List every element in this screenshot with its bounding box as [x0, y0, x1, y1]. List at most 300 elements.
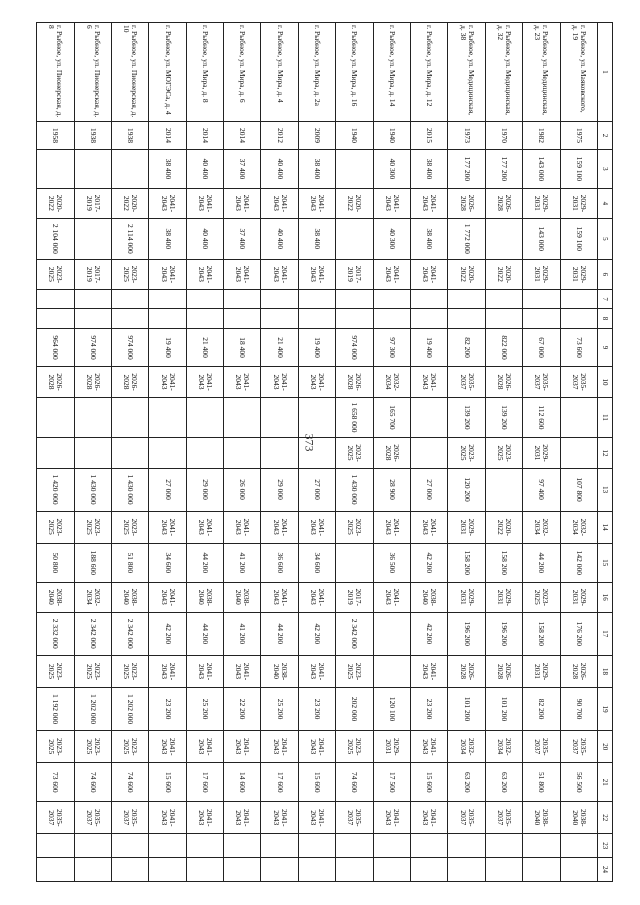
table-cell: 2029-2031	[560, 582, 597, 612]
table-cell	[298, 289, 335, 308]
table-cell: 2029-2031	[523, 259, 560, 289]
table-cell: 2 342 000	[74, 612, 111, 655]
table-cell: 2029-2031	[373, 731, 410, 763]
table-cell: 28 900	[373, 468, 410, 511]
table-cell: 2041-2043	[149, 582, 186, 612]
table-cell: 2041-2043	[411, 802, 448, 834]
table-cell	[186, 309, 223, 328]
table-cell: 2041-2043	[298, 259, 335, 289]
table-cell: 2 342 000	[336, 612, 373, 655]
table-cell	[224, 834, 261, 858]
table-cell: 2023-2025	[111, 259, 148, 289]
column-header: 8	[598, 309, 613, 328]
table-cell: 1938	[111, 122, 148, 150]
table-cell	[298, 438, 335, 468]
table-cell	[261, 834, 298, 858]
table-cell: 2038-2040	[560, 802, 597, 834]
column-header: 1	[598, 23, 613, 122]
table-cell: 73 600	[37, 763, 75, 802]
table-row	[560, 23, 597, 882]
table-cell: 2023-2025	[336, 438, 373, 468]
table-cell: 40 400	[261, 150, 298, 189]
table-cell	[186, 289, 223, 308]
table-cell: 2029-2031	[523, 188, 560, 218]
table-cell: 19 400	[411, 328, 448, 367]
address-cell: г. Рыбное, ул. Мира, д. 14	[373, 23, 410, 122]
table-cell: 2041-2043	[298, 731, 335, 763]
table-cell: 40 300	[373, 218, 410, 259]
column-header: 18	[598, 655, 613, 687]
table-cell: 2023-2025	[111, 511, 148, 543]
table-cell: 2017-2019	[74, 188, 111, 218]
address-cell: г. Рыбное, ул. Мира, д. 6	[224, 23, 261, 122]
table-cell: 2041-2043	[261, 802, 298, 834]
table-row	[37, 23, 75, 882]
table-cell: 27 000	[411, 468, 448, 511]
table-cell: 42 200	[298, 612, 335, 655]
table-cell	[37, 438, 75, 468]
table-cell: 2 342 000	[111, 612, 148, 655]
table-cell: 2029-2031	[560, 259, 597, 289]
column-header: 5	[598, 218, 613, 259]
table-cell	[485, 218, 522, 259]
table-cell: 101 200	[448, 688, 485, 731]
table-cell	[149, 309, 186, 328]
table-cell: 2041-2043	[149, 367, 186, 397]
address-cell: г. Рыбное, ул. Мира, д. 2а	[298, 23, 335, 122]
table-row	[298, 23, 335, 882]
table-cell: 2035-2037	[448, 802, 485, 834]
table-cell: 2026-2028	[485, 367, 522, 397]
table-cell: 2029-2031	[448, 511, 485, 543]
table-cell: 2023-2025	[37, 731, 75, 763]
table-cell: 29 000	[261, 468, 298, 511]
table-cell: 41 200	[224, 543, 261, 582]
table-cell: 964 000	[37, 328, 75, 367]
column-header: 13	[598, 468, 613, 511]
table-cell: 188 600	[74, 543, 111, 582]
table-cell	[111, 150, 148, 189]
table-cell	[373, 612, 410, 655]
table-cell: 2041-2043	[411, 188, 448, 218]
table-cell: 1958	[37, 122, 75, 150]
table-cell: 177 200	[448, 150, 485, 189]
table-cell: 1 430 000	[74, 468, 111, 511]
table-cell	[261, 858, 298, 882]
table-cell: 2038-2040	[224, 582, 261, 612]
table-cell: 2017-2019	[336, 259, 373, 289]
table-cell: 2023-2025	[111, 731, 148, 763]
table-cell	[411, 289, 448, 308]
table-cell	[37, 397, 75, 438]
table-cell: 1940	[373, 122, 410, 150]
table-cell	[336, 858, 373, 882]
table-cell: 2023-2025	[485, 438, 522, 468]
table-cell: 2041-2043	[298, 188, 335, 218]
table-cell: 2029-2031	[523, 655, 560, 687]
address-cell: г. Рыбное, ул. Мира, д. 8	[186, 23, 223, 122]
table-cell: 2026-2028	[373, 438, 410, 468]
table-cell: 1 192 000	[37, 688, 75, 731]
table-cell: 2032-2034	[485, 731, 522, 763]
table-cell: 2041-2043	[224, 655, 261, 687]
table-cell: 176 200	[560, 612, 597, 655]
table-cell	[448, 834, 485, 858]
table-cell: 2023-2025	[448, 438, 485, 468]
table-cell: 50 800	[37, 543, 75, 582]
table-cell: 74 600	[111, 763, 148, 802]
table-row	[186, 23, 223, 882]
address-cell: г. Рыбное, ул. Мира, д. 4	[261, 23, 298, 122]
table-cell: 2041-2043	[186, 188, 223, 218]
table-cell: 2023-2025	[74, 511, 111, 543]
table-cell: 1 658 000	[336, 397, 373, 438]
column-header: 24	[598, 858, 613, 882]
table-cell	[74, 309, 111, 328]
table-cell: 21 400	[261, 328, 298, 367]
table-cell: 2041-2043	[186, 655, 223, 687]
table-cell: 74 600	[336, 763, 373, 802]
data-table	[36, 22, 613, 882]
table-cell: 2041-2043	[224, 259, 261, 289]
table-cell	[224, 309, 261, 328]
address-cell: г. Рыбное, ул. Медицинская, д. 38	[448, 23, 485, 122]
table-cell: 2023-2025	[37, 655, 75, 687]
table-cell: 38 400	[411, 218, 448, 259]
column-header: 3	[598, 150, 613, 189]
table-cell: 2041-2043	[149, 802, 186, 834]
table-cell	[485, 289, 522, 308]
column-header: 11	[598, 397, 613, 438]
table-cell	[37, 834, 75, 858]
table-cell: 2009	[298, 122, 335, 150]
table-cell: 90 700	[560, 688, 597, 731]
table-cell: 2041-2043	[186, 511, 223, 543]
table-cell: 2020-2022	[485, 511, 522, 543]
table-cell: 34 600	[149, 543, 186, 582]
table-cell: 2041-2043	[186, 367, 223, 397]
table-cell: 2020-2022	[111, 188, 148, 218]
table-cell: 2041-2043	[186, 802, 223, 834]
table-cell: 159 100	[560, 150, 597, 189]
table-cell: 2041-2043	[261, 511, 298, 543]
table-cell: 23 200	[149, 688, 186, 731]
table-cell: 822 000	[485, 328, 522, 367]
table-cell	[111, 309, 148, 328]
table-cell: 2026-2028	[560, 655, 597, 687]
table-cell: 2020-2022	[37, 188, 75, 218]
table-row	[485, 23, 522, 882]
table-cell	[37, 289, 75, 308]
table-cell: 37 400	[224, 150, 261, 189]
table-cell	[186, 397, 223, 438]
table-cell: 143 000	[523, 218, 560, 259]
table-cell: 2035-2037	[523, 367, 560, 397]
table-cell: 196 200	[485, 612, 522, 655]
table-cell: 2035-2037	[560, 731, 597, 763]
table-cell: 38 400	[149, 150, 186, 189]
table-cell: 36 600	[261, 543, 298, 582]
table-cell: 82 200	[523, 688, 560, 731]
table-cell: 97 400	[523, 468, 560, 511]
table-cell: 2038-2040	[411, 582, 448, 612]
table-cell: 1973	[448, 122, 485, 150]
table-cell: 1 420 000	[37, 468, 75, 511]
column-header: 16	[598, 582, 613, 612]
table-cell: 1970	[485, 122, 522, 150]
table-cell	[336, 834, 373, 858]
table-cell: 158 200	[448, 543, 485, 582]
table-cell: 27 000	[298, 468, 335, 511]
table-cell: 2038-2040	[186, 582, 223, 612]
table-cell	[411, 397, 448, 438]
table-cell: 19 400	[298, 328, 335, 367]
table-cell: 63 200	[448, 763, 485, 802]
table-cell	[224, 397, 261, 438]
table-cell	[37, 309, 75, 328]
table-cell: 139 200	[485, 397, 522, 438]
table-cell: 2041-2043	[411, 655, 448, 687]
table-cell: 40 400	[261, 218, 298, 259]
table-cell: 2026-2028	[336, 367, 373, 397]
table-cell: 42 200	[411, 543, 448, 582]
table-cell	[149, 834, 186, 858]
table-cell: 2026-2028	[485, 655, 522, 687]
column-header: 23	[598, 834, 613, 858]
table-cell: 2041-2043	[411, 731, 448, 763]
table-cell: 165 700	[373, 397, 410, 438]
table-cell	[523, 858, 560, 882]
table-cell: 107 800	[560, 468, 597, 511]
table-cell	[261, 438, 298, 468]
table-cell: 2041-2043	[373, 582, 410, 612]
table-cell: 1982	[523, 122, 560, 150]
table-row	[224, 23, 261, 882]
header-row	[598, 23, 613, 882]
table-cell: 2041-2043	[224, 511, 261, 543]
table-cell: 2041-2043	[224, 367, 261, 397]
table-cell: 120 100	[373, 688, 410, 731]
table-cell: 41 200	[224, 612, 261, 655]
table-cell: 158 200	[523, 612, 560, 655]
table-cell	[523, 289, 560, 308]
table-cell: 2041-2043	[373, 188, 410, 218]
column-header: 7	[598, 289, 613, 308]
column-header: 15	[598, 543, 613, 582]
table-cell: 2026-2028	[74, 367, 111, 397]
table-cell: 18 400	[224, 328, 261, 367]
table-cell: 2041-2043	[298, 802, 335, 834]
rotated-table-area	[36, 22, 613, 882]
table-cell	[298, 397, 335, 438]
table-cell: 142 000	[560, 543, 597, 582]
table-cell	[186, 858, 223, 882]
table-cell	[336, 289, 373, 308]
column-header: 2	[598, 122, 613, 150]
table-cell: 2032-2034	[74, 582, 111, 612]
table-cell	[74, 858, 111, 882]
table-cell: 2041-2043	[149, 188, 186, 218]
table-cell: 2023-2025	[74, 731, 111, 763]
table-cell	[74, 834, 111, 858]
table-cell: 2 114 000	[111, 218, 148, 259]
table-cell: 2023-2025	[37, 259, 75, 289]
table-cell: 42 200	[411, 612, 448, 655]
table-cell	[373, 309, 410, 328]
table-cell: 27 000	[149, 468, 186, 511]
column-header: 14	[598, 511, 613, 543]
table-cell: 23 200	[298, 688, 335, 731]
table-cell: 1 202 000	[111, 688, 148, 731]
table-cell: 2041-2043	[224, 731, 261, 763]
table-row	[261, 23, 298, 882]
table-cell: 19 400	[149, 328, 186, 367]
table-row	[411, 23, 448, 882]
table-cell: 38 400	[411, 150, 448, 189]
column-header: 20	[598, 731, 613, 763]
table-cell: 2041-2043	[411, 511, 448, 543]
table-cell: 1940	[336, 122, 373, 150]
table-cell: 56 500	[560, 763, 597, 802]
table-cell	[373, 858, 410, 882]
column-header: 22	[598, 802, 613, 834]
table-cell: 2032-2034	[373, 367, 410, 397]
table-cell: 2014	[186, 122, 223, 150]
table-cell: 25 200	[186, 688, 223, 731]
table-cell	[485, 834, 522, 858]
table-cell: 143 000	[523, 150, 560, 189]
table-cell	[298, 309, 335, 328]
table-cell	[560, 309, 597, 328]
table-row	[149, 23, 186, 882]
table-cell: 139 200	[448, 397, 485, 438]
table-cell: 2041-2043	[224, 802, 261, 834]
table-cell: 2035-2037	[448, 367, 485, 397]
page-number: 373	[302, 433, 317, 452]
table-cell: 2041-2043	[373, 511, 410, 543]
table-cell	[485, 468, 522, 511]
address-cell: г. Рыбное, ул. Пионерская, д. 6	[74, 23, 111, 122]
table-row	[523, 23, 560, 882]
address-cell: г. Рыбное, ул. Мира, д. 16	[336, 23, 373, 122]
table-cell: 120 200	[448, 468, 485, 511]
table-cell: 2035-2037	[74, 802, 111, 834]
table-cell: 17 600	[261, 763, 298, 802]
table-cell: 2023-2025	[74, 655, 111, 687]
table-cell	[74, 218, 111, 259]
address-cell: г. Рыбное, ул. Мира, д. 12	[411, 23, 448, 122]
column-header: 21	[598, 763, 613, 802]
table-cell: 177 200	[485, 150, 522, 189]
table-cell: 63 200	[485, 763, 522, 802]
table-cell: 2023-2025	[523, 582, 560, 612]
table-cell: 1 430 000	[336, 468, 373, 511]
table-cell: 74 600	[74, 763, 111, 802]
table-cell	[149, 438, 186, 468]
table-cell: 2035-2037	[111, 802, 148, 834]
table-cell: 2026-2028	[448, 655, 485, 687]
table-cell: 15 600	[411, 763, 448, 802]
table-cell: 2 104 000	[37, 218, 75, 259]
table-cell	[560, 438, 597, 468]
table-cell: 2038-2040	[37, 582, 75, 612]
table-cell: 73 600	[560, 328, 597, 367]
table-cell	[74, 289, 111, 308]
table-cell	[74, 150, 111, 189]
table-cell: 1938	[74, 122, 111, 150]
table-cell	[373, 834, 410, 858]
table-cell	[336, 543, 373, 582]
table-cell: 44 200	[186, 543, 223, 582]
column-header: 19	[598, 688, 613, 731]
table-cell	[336, 309, 373, 328]
table-cell: 2029-2031	[523, 438, 560, 468]
table-cell	[224, 438, 261, 468]
table-cell: 2038-2040	[111, 582, 148, 612]
column-header: 4	[598, 188, 613, 218]
table-wrapper	[36, 22, 613, 882]
table-cell	[523, 834, 560, 858]
table-cell: 97 300	[373, 328, 410, 367]
table-cell: 17 600	[186, 763, 223, 802]
table-cell	[149, 397, 186, 438]
table-cell: 26 000	[224, 468, 261, 511]
table-cell: 51 800	[523, 763, 560, 802]
table-cell: 2038-2040	[261, 655, 298, 687]
table-cell: 37 400	[224, 218, 261, 259]
table-cell	[411, 858, 448, 882]
table-cell: 15 600	[149, 763, 186, 802]
table-cell: 2041-2043	[298, 582, 335, 612]
table-cell: 29 000	[186, 468, 223, 511]
table-cell: 2041-2043	[411, 367, 448, 397]
table-cell: 2041-2043	[261, 188, 298, 218]
column-header: 6	[598, 259, 613, 289]
table-cell: 1 772 000	[448, 218, 485, 259]
table-cell: 14 600	[224, 763, 261, 802]
table-cell: 17 500	[373, 763, 410, 802]
table-cell: 1 430 000	[111, 468, 148, 511]
table-cell: 2023-2025	[37, 511, 75, 543]
table-cell: 2041-2043	[149, 259, 186, 289]
table-cell: 2015	[411, 122, 448, 150]
table-cell: 2029-2031	[485, 582, 522, 612]
table-cell: 2 332 000	[37, 612, 75, 655]
table-cell: 974 000	[336, 328, 373, 367]
table-row	[336, 23, 373, 882]
table-cell	[560, 397, 597, 438]
table-cell	[298, 858, 335, 882]
table-cell: 1975	[560, 122, 597, 150]
table-cell: 2035-2037	[336, 802, 373, 834]
table-cell	[373, 655, 410, 687]
table-cell: 22 200	[224, 688, 261, 731]
table-row	[111, 23, 148, 882]
table-cell: 2041-2043	[261, 731, 298, 763]
table-cell	[485, 309, 522, 328]
table-cell: 67 000	[523, 328, 560, 367]
table-cell: 2026-2028	[448, 188, 485, 218]
table-row	[448, 23, 485, 882]
table-cell	[74, 438, 111, 468]
table-cell: 2041-2043	[261, 367, 298, 397]
table-cell: 2041-2043	[261, 582, 298, 612]
table-cell: 159 100	[560, 218, 597, 259]
table-cell: 196 200	[448, 612, 485, 655]
table-cell: 2041-2043	[149, 731, 186, 763]
table-cell	[261, 309, 298, 328]
table-cell: 2023-2025	[336, 655, 373, 687]
